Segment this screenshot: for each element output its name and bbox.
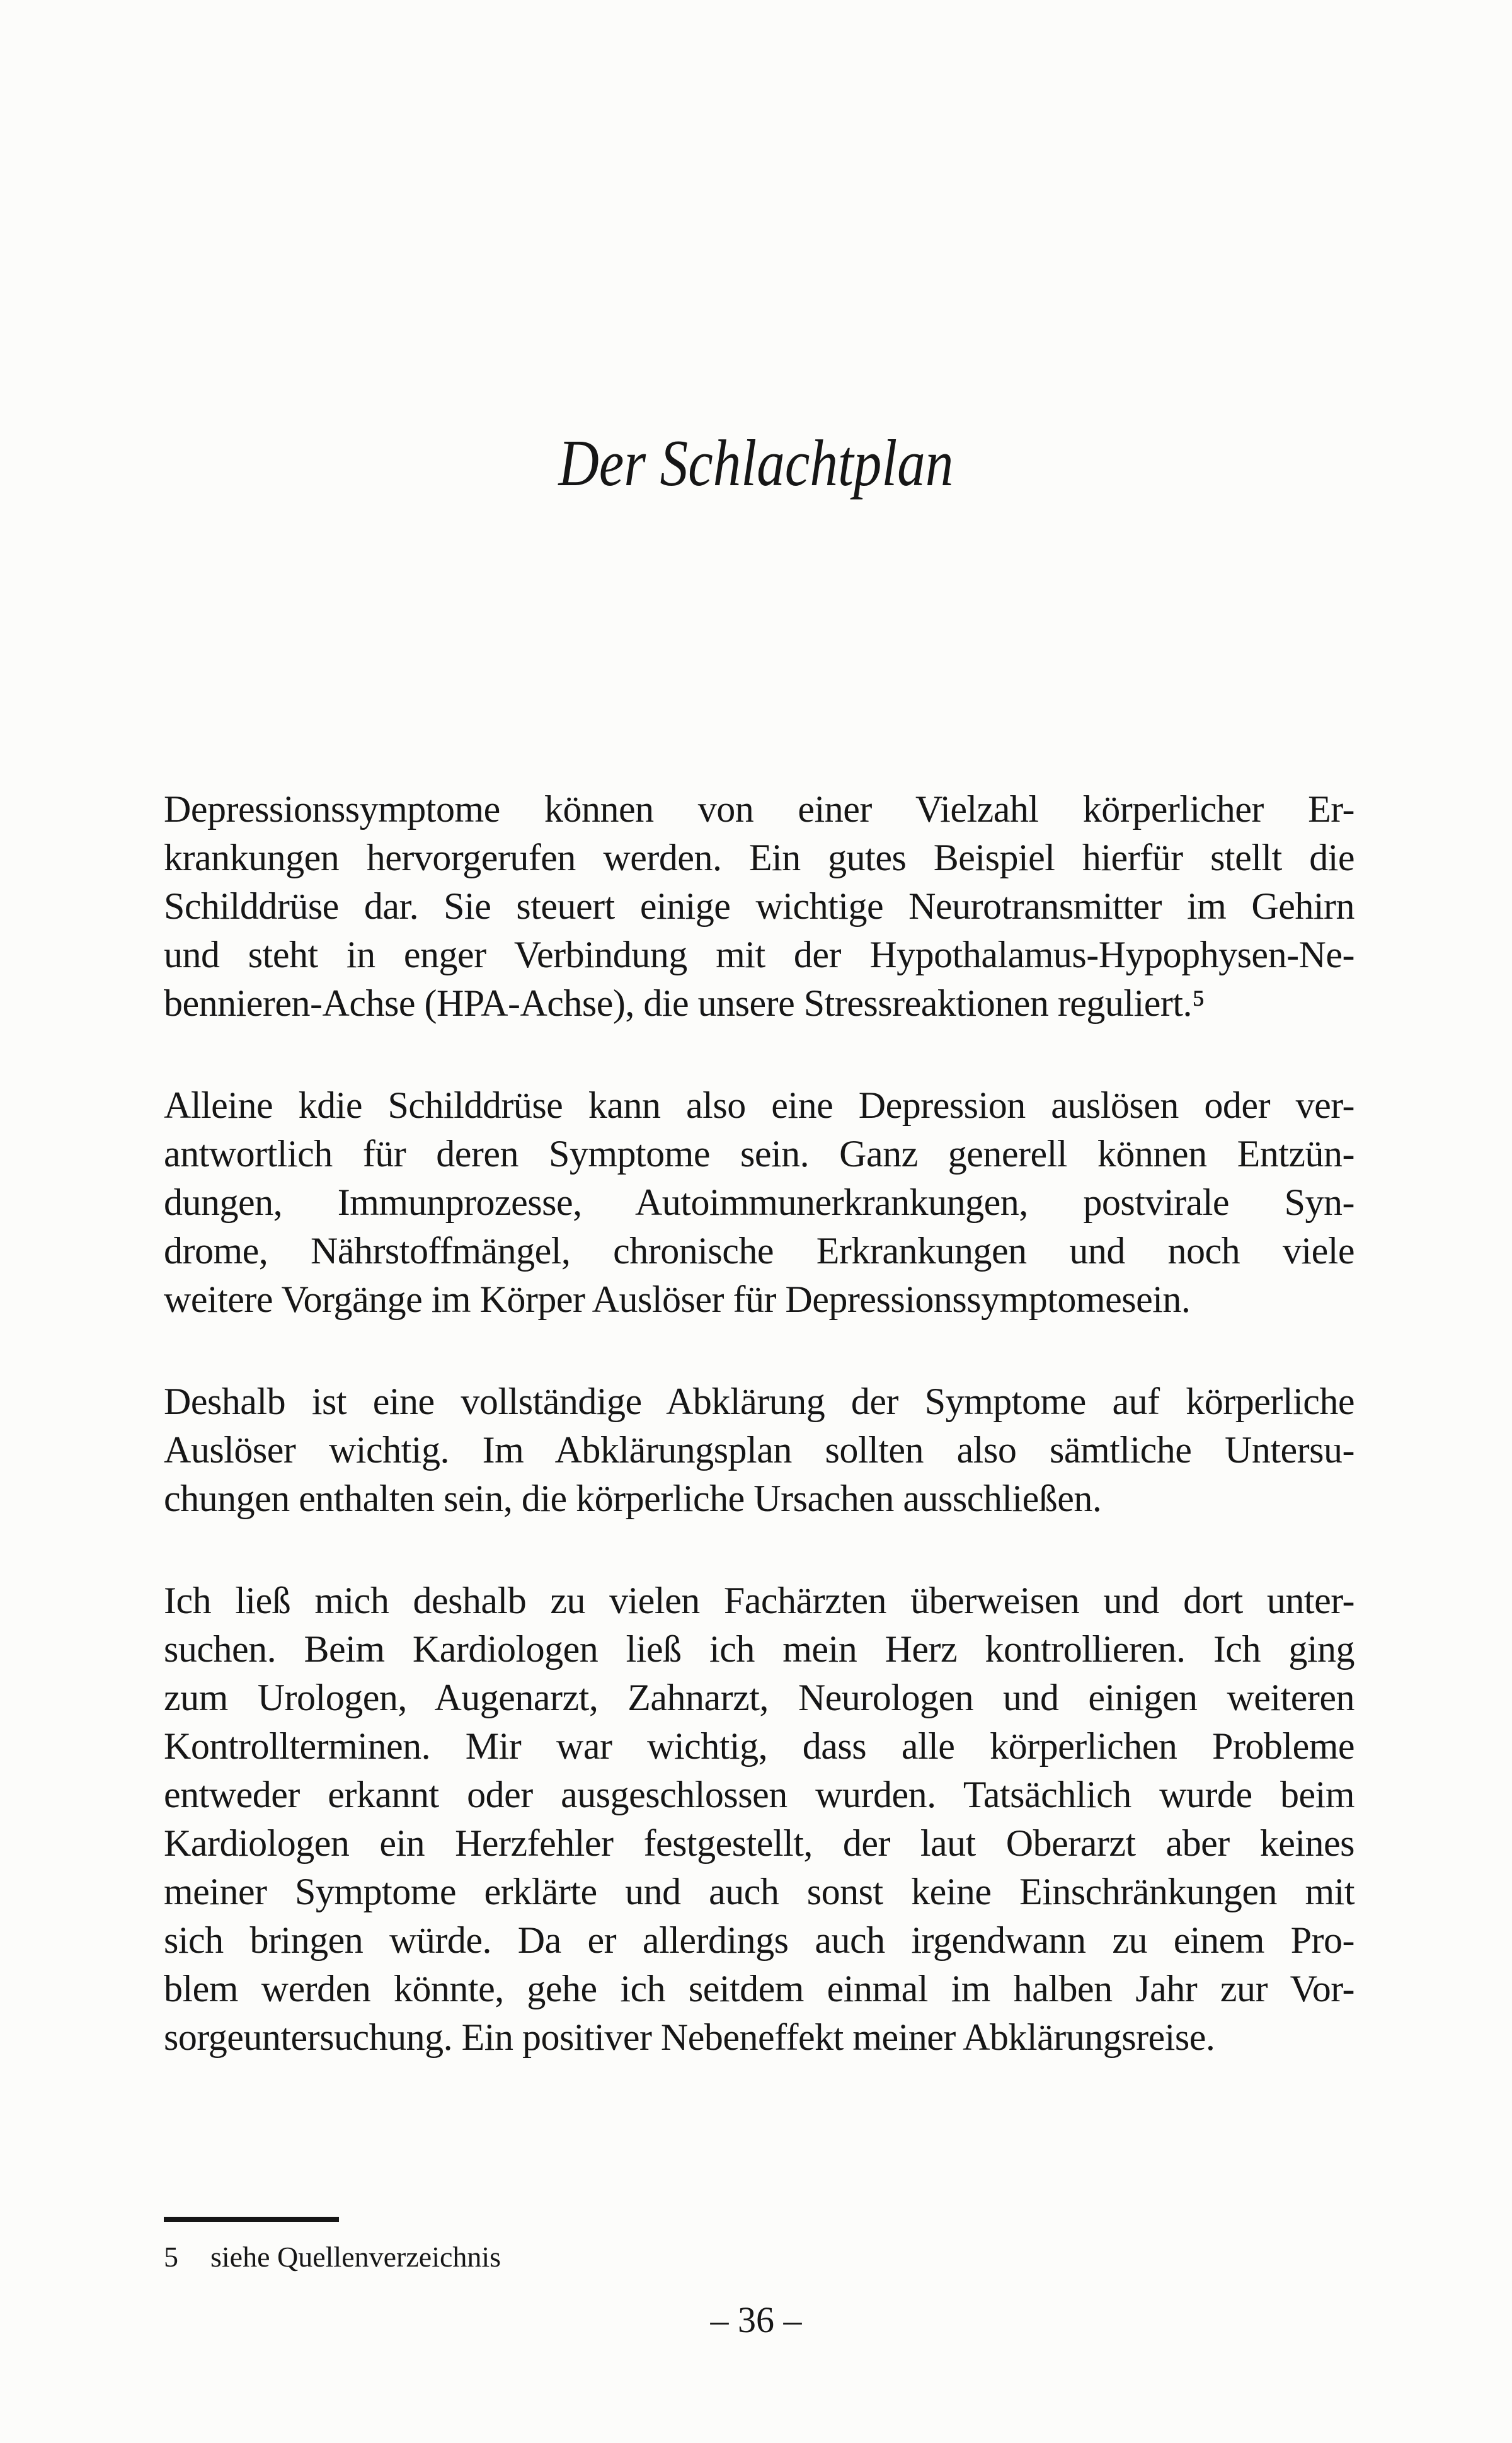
text-line: krankungen hervorgerufen werden. Ein gutes Beispiel hierfür stellt die — [164, 837, 1354, 878]
paragraph — [164, 1377, 1354, 1523]
text-line: bennieren-Achse (HPA-Achse), die unsere Stressreaktionen reguliert.⁵ — [164, 982, 1205, 1024]
text-line: weitere Vorgänge im Körper Auslöser für Depressionssymptomesein. — [164, 1279, 1191, 1320]
text-line: blem werden könnte, gehe ich seitdem einmal im halben Jahr zur Vor- — [164, 1968, 1354, 2009]
text-line: Kardiologen ein Herzfehler festgestellt, der laut Oberarzt aber keines — [164, 1822, 1354, 1864]
text-line: Kontrollterminen. Mir war wichtig, dass alle körperlichen Probleme — [164, 1725, 1354, 1767]
page-number: – 36 – — [710, 2299, 802, 2340]
footnote-text: siehe Quellenverzeichnis — [210, 2241, 501, 2273]
text-line: drome, Nährstoffmängel, chronische Erkrankungen und noch viele — [164, 1230, 1354, 1272]
text-line: sich bringen würde. Da er allerdings auch irgendwann zu einem Pro- — [164, 1919, 1354, 1961]
text-line: und steht in enger Verbindung mit der Hypothalamus-Hypophysen-Ne- — [164, 934, 1354, 975]
text-line: zum Urologen, Augenarzt, Zahnarzt, Neurologen und einigen weiteren — [164, 1677, 1354, 1718]
paragraph — [164, 785, 1354, 1028]
text-line: chungen enthalten sein, die körperliche Ursachen ausschließen. — [164, 1478, 1102, 1519]
paragraph — [164, 1081, 1354, 1324]
text-line: antwortlich für deren Symptome sein. Ganz generell können Entzün- — [164, 1133, 1354, 1175]
footnote-rule — [164, 2217, 339, 2222]
text-line: Depressionssymptome können von einer Vielzahl körperlicher Er- — [164, 788, 1354, 830]
text-line: Ich ließ mich deshalb zu vielen Fachärzten überweisen und dort unter- — [164, 1580, 1354, 1621]
text-line: entweder erkannt oder ausgeschlossen wurden. Tatsächlich wurde beim — [164, 1774, 1354, 1815]
text-line: meiner Symptome erklärte und auch sonst keine Einschränkungen mit — [164, 1871, 1354, 1912]
text-line: Alleine kdie Schilddrüse kann also eine Depression auslösen oder ver- — [164, 1084, 1354, 1126]
paragraph — [164, 1577, 1354, 2062]
chapter-title-text: Der Schlachtplan — [558, 426, 954, 500]
text-line: dungen, Immunprozesse, Autoimmunerkrankungen, postvirale Syn- — [164, 1181, 1354, 1223]
text-line: Schilddrüse dar. Sie steuert einige wichtige Neurotransmitter im Gehirn — [164, 885, 1354, 927]
footnote — [164, 2238, 1354, 2276]
footnote-marker: 5 — [164, 2241, 178, 2273]
chapter-title — [0, 423, 1512, 503]
text-line: suchen. Beim Kardiologen ließ ich mein Herz kontrollieren. Ich ging — [164, 1628, 1354, 1670]
text-line: Auslöser wichtig. Im Abklärungsplan sollten also sämtliche Untersu- — [164, 1429, 1354, 1471]
text-line: Deshalb ist eine vollständige Abklärung der Symptome auf körperliche — [164, 1381, 1354, 1422]
body-text — [164, 785, 1354, 2115]
text-line: sorgeuntersuchung. Ein positiver Nebeneffekt meiner Abklärungsreise. — [164, 2016, 1215, 2058]
